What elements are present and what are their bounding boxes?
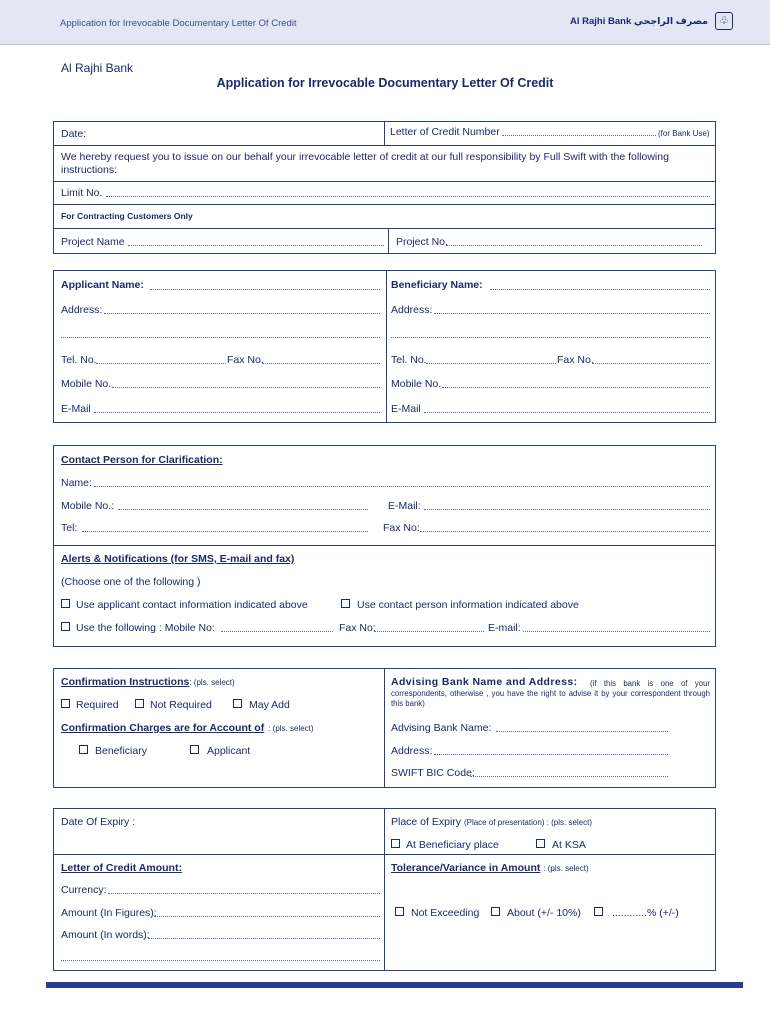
- confirmation-heading-row: [61, 676, 235, 688]
- confirmation-heading: Confirmation Instructions: [61, 676, 190, 688]
- project-name-field[interactable]: [128, 245, 384, 246]
- project-no-label: Project No.: [396, 236, 448, 248]
- amount-words-field-2[interactable]: [61, 960, 380, 961]
- beneficiary-email-field[interactable]: [424, 412, 710, 413]
- applicant-name-label: Applicant Name:: [61, 279, 144, 291]
- contact-heading: Contact Person for Clarification:: [61, 454, 223, 466]
- applicant-mobile-label: Mobile No.: [61, 378, 112, 390]
- about-checkbox[interactable]: [491, 907, 500, 916]
- not-exceeding-label: Not Exceeding: [411, 907, 480, 919]
- project-no-field[interactable]: [446, 245, 702, 246]
- applicant-address-field[interactable]: [104, 313, 380, 314]
- header-left-text: Application for Irrevocable Documentary Letter Of Credit: [60, 18, 297, 29]
- charges-beneficiary-label: Beneficiary: [95, 745, 147, 757]
- beneficiary-address-label: Address:: [391, 304, 433, 316]
- limit-label: Limit No.: [61, 187, 103, 199]
- beneficiary-fax-field[interactable]: [592, 363, 710, 364]
- alert-following-checkbox[interactable]: [61, 622, 70, 631]
- section-parties: [53, 270, 716, 423]
- charges-heading: Confirmation Charges are for Account of: [61, 722, 265, 734]
- not-required-label: Not Required: [150, 699, 212, 711]
- amount-heading: Letter of Credit Amount:: [61, 862, 182, 874]
- applicant-name-field[interactable]: [150, 289, 380, 290]
- contact-mobile-field[interactable]: [118, 509, 368, 510]
- applicant-mobile-field[interactable]: [112, 387, 380, 388]
- advising-address-field[interactable]: [434, 754, 668, 755]
- contact-tel-field[interactable]: [82, 531, 368, 532]
- contact-email-field[interactable]: [424, 509, 710, 510]
- charges-select-note: : (pls. select): [268, 724, 314, 733]
- tolerance-heading: Tolerance/Variance in Amount: [391, 862, 541, 874]
- at-beneficiary-label: At Beneficiary place: [406, 839, 499, 851]
- beneficiary-address-field-2[interactable]: [391, 337, 710, 338]
- amount-figures-field[interactable]: [154, 916, 380, 917]
- beneficiary-tel-label: Tel. No.: [391, 354, 427, 366]
- place-expiry-note: (Place of presentation) : (pls. select): [463, 818, 593, 827]
- charges-applicant-label: Applicant: [207, 745, 251, 757]
- contracting-label: For Contracting Customers Only: [61, 211, 193, 221]
- beneficiary-address-field[interactable]: [434, 313, 710, 314]
- contact-fax-field[interactable]: [420, 531, 710, 532]
- about-label: About (+/- 10%): [507, 907, 581, 919]
- required-label: Required: [76, 699, 119, 711]
- contact-name-label: Name:: [61, 477, 92, 489]
- date-label: Date:: [61, 128, 87, 140]
- swift-field[interactable]: [470, 776, 668, 777]
- lc-number-field[interactable]: [502, 135, 656, 136]
- alert-contact-label: Use contact person information indicated above: [357, 599, 579, 611]
- applicant-fax-field[interactable]: [262, 363, 380, 364]
- applicant-address-label: Address:: [61, 304, 103, 316]
- request-text: We hereby request you to issue on our behalf your irrevocable letter of credit at our full responsibility by Full Swift with the following instructions:: [61, 151, 669, 176]
- required-checkbox[interactable]: [61, 699, 70, 708]
- amount-words-label: Amount (In words):: [61, 929, 150, 941]
- bank-name: Al Rajhi Bank: [61, 61, 134, 75]
- at-beneficiary-checkbox[interactable]: [391, 839, 400, 848]
- at-ksa-label: At KSA: [552, 839, 586, 851]
- alert-applicant-label: Use applicant contact information indicated above: [76, 599, 308, 611]
- may-add-label: May Add: [249, 699, 290, 711]
- limit-field[interactable]: [106, 196, 710, 197]
- alert-email-field[interactable]: [523, 631, 710, 632]
- contact-tel-label: Tel:: [61, 522, 78, 534]
- advising-address-label: Address:: [391, 745, 433, 757]
- contact-name-field[interactable]: [94, 486, 710, 487]
- advising-heading: Advising Bank Name and Address:: [391, 676, 578, 688]
- custom-tolerance-label: ............% (+/-): [612, 907, 679, 919]
- bank-use-label: (for Bank Use): [658, 129, 710, 138]
- not-exceeding-checkbox[interactable]: [395, 907, 404, 916]
- lc-number-label: Letter of Credit Number: [390, 126, 500, 138]
- alert-following-label: Use the following : Mobile No:: [76, 622, 215, 634]
- amount-words-field[interactable]: [148, 938, 380, 939]
- at-ksa-checkbox[interactable]: [536, 839, 545, 848]
- beneficiary-mobile-field[interactable]: [442, 387, 710, 388]
- contact-email-label: E-Mail:: [388, 500, 421, 512]
- beneficiary-name-label: Beneficiary Name:: [391, 279, 483, 291]
- applicant-email-label: E-Mail: [61, 403, 91, 415]
- choose-text: (Choose one of the following ): [61, 576, 201, 588]
- swift-label: SWIFT BIC Code:: [391, 767, 475, 779]
- advising-name-field[interactable]: [496, 731, 668, 732]
- currency-field[interactable]: [108, 893, 380, 894]
- alert-fax-label: Fax No:: [339, 622, 376, 634]
- alert-contact-checkbox[interactable]: [341, 599, 350, 608]
- alert-mobile-field[interactable]: [221, 631, 333, 632]
- advising-name-label: Advising Bank Name:: [391, 722, 492, 734]
- place-expiry-label: Place of Expiry: [391, 816, 462, 828]
- applicant-address-field-2[interactable]: [61, 337, 380, 338]
- contact-mobile-label: Mobile No.:: [61, 500, 115, 512]
- footer-bar: [46, 982, 743, 988]
- beneficiary-email-label: E-Mail: [391, 403, 421, 415]
- project-name-label: Project Name: [61, 236, 125, 248]
- applicant-tel-field[interactable]: [96, 363, 226, 364]
- beneficiary-mobile-label: Mobile No.: [391, 378, 442, 390]
- header-right-text: Al Rajhi Bank مصرف الراجحي: [570, 16, 708, 27]
- charges-heading-row: [61, 722, 314, 734]
- may-add-checkbox[interactable]: [233, 699, 242, 708]
- custom-tolerance-checkbox[interactable]: [594, 907, 603, 916]
- alerts-heading: Alerts & Notifications (for SMS, E-mail and fax): [61, 553, 295, 565]
- tolerance-heading-row: [391, 862, 589, 874]
- applicant-tel-label: Tel. No.: [61, 354, 97, 366]
- beneficiary-name-field[interactable]: [490, 289, 710, 290]
- alert-applicant-checkbox[interactable]: [61, 599, 70, 608]
- contact-fax-label: Fax No:: [383, 522, 420, 534]
- expiry-date-label: Date Of Expiry :: [61, 816, 136, 828]
- alert-fax-field[interactable]: [374, 631, 484, 632]
- bank-logo-icon: ♧: [715, 12, 733, 30]
- tolerance-select-note: : (pls. select): [543, 864, 589, 873]
- place-expiry-row: [391, 816, 592, 828]
- charges-beneficiary-checkbox[interactable]: [79, 745, 88, 754]
- section-contact: [53, 445, 716, 647]
- confirmation-select-note: : (pls. select): [189, 678, 235, 687]
- beneficiary-tel-field[interactable]: [426, 363, 556, 364]
- not-required-checkbox[interactable]: [135, 699, 144, 708]
- currency-label: Currency:: [61, 884, 107, 896]
- advising-note: (if this bank is one of your correspondents, otherwise , you have the right to advise it by your correspondent through this bank): [391, 679, 710, 708]
- applicant-fax-label: Fax No.: [227, 354, 264, 366]
- applicant-email-field[interactable]: [94, 412, 380, 413]
- alert-email-label: E-mail:: [488, 622, 521, 634]
- amount-figures-label: Amount (In Figures):: [61, 907, 157, 919]
- beneficiary-fax-label: Fax No.: [557, 354, 594, 366]
- page-title: Application for Irrevocable Documentary Letter Of Credit: [216, 76, 554, 90]
- charges-applicant-checkbox[interactable]: [190, 745, 199, 754]
